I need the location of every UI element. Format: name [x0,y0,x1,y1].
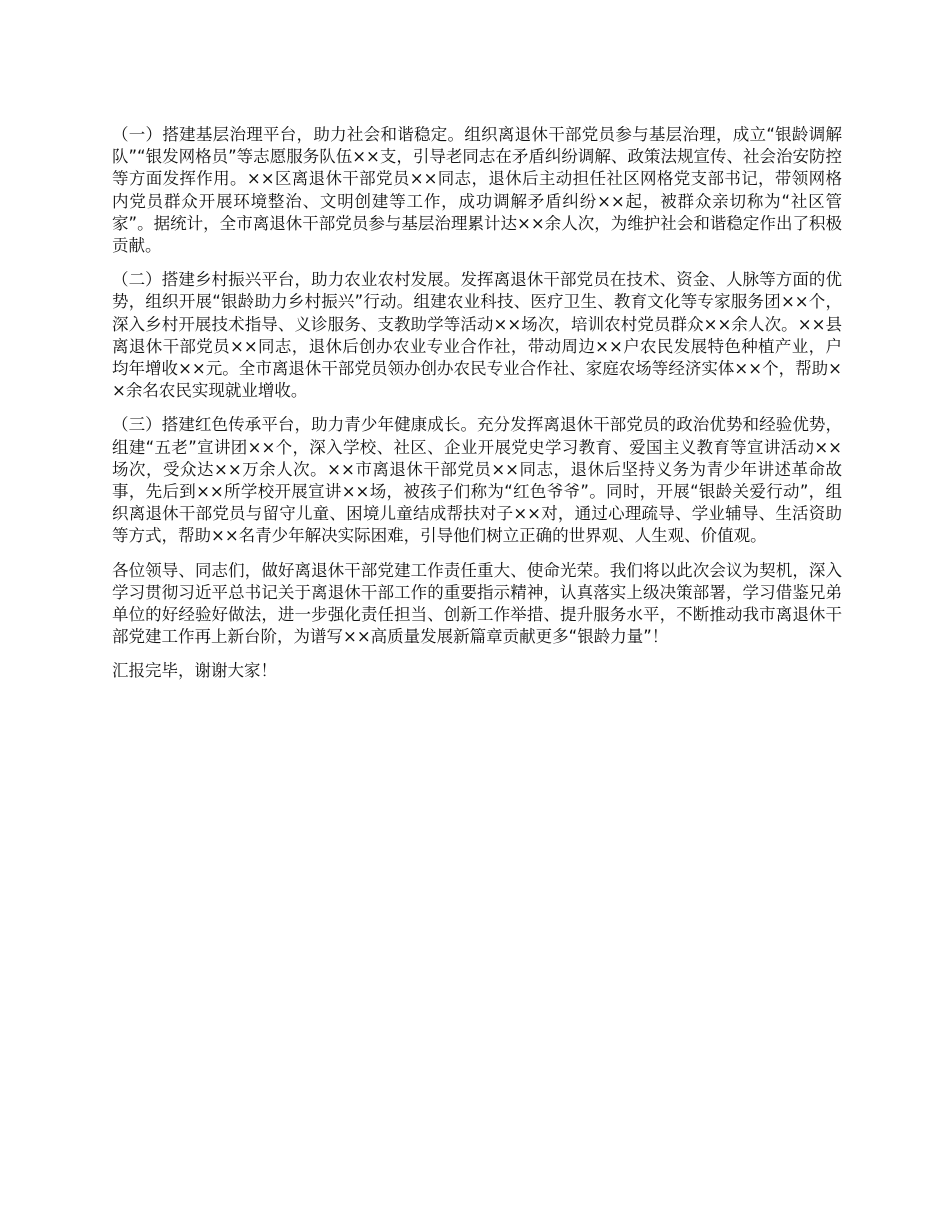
paragraph-thanks: 汇报完毕，谢谢大家！ [112,661,277,681]
paragraph-red-heritage: （三）搭建红色传承平台，助力青少年健康成长。充分发挥离退休干部党员的政治优势和经验优势，组建“五老”宣讲团××个，深入学校、社区、企业开展党史学习教育、爱国主义教育等宣讲活动××场次，受众达××万余人次。××市离退休干部党员××同志，退休后坚持义务为青少年讲述革命故事，先后到××所学校开展宣讲××场，被孩子们称为“红色爷爷”。同时，开展“银龄关爱行动”，组织离退休干部党员与留守儿童、困境儿童结成帮扶对子××对，通过心理疏导、学业辅导、生活资助等方式，帮助××名青少年解决实际困难，引导他们树立正确的世界观、人生观、价值观。 [112,415,842,546]
paragraph-closing-remarks: 各位领导、同志们，做好离退休干部党建工作责任重大、使命光荣。我们将以此次会议为契机，深入学习贯彻习近平总书记关于离退休干部工作的重要指示精神，认真落实上级决策部署，学习借鉴兄弟单位的好经验好做法，进一步强化责任担当、创新工作举措、提升服务水平，不断推动我市离退休干部党建工作再上新台阶，为谱写××高质量发展新篇章贡献更多“银龄力量”！ [112,560,842,647]
document-body [112,124,842,695]
paragraph-grassroots-governance: （一）搭建基层治理平台，助力社会和谐稳定。组织离退休干部党员参与基层治理，成立“银龄调解队”“银发网格员”等志愿服务队伍××支，引导老同志在矛盾纠纷调解、政策法规宣传、社会治安防控等方面发挥作用。××区离退休干部党员××同志，退休后主动担任社区网格党支部书记，带领网格内党员群众开展环境整治、文明创建等工作，成功调解矛盾纠纷××起，被群众亲切称为“社区管家”。据统计，全市离退休干部党员参与基层治理累计达××余人次，为维护社会和谐稳定作出了积极贡献。 [112,125,842,256]
paragraph-rural-revitalization: （二）搭建乡村振兴平台，助力农业农村发展。发挥离退休干部党员在技术、资金、人脉等方面的优势，组织开展“银龄助力乡村振兴”行动。组建农业科技、医疗卫生、教育文化等专家服务团××个，深入乡村开展技术指导、义诊服务、支教助学等活动××场次，培训农村党员群众××余人次。××县离退休干部党员××同志，退休后创办农业专业合作社，带动周边××户农民发展特色种植产业，户均年增收××元。全市离退休干部党员领办创办农民专业合作社、家庭农场等经济实体××个，帮助××余名农民实现就业增收。 [112,270,842,401]
